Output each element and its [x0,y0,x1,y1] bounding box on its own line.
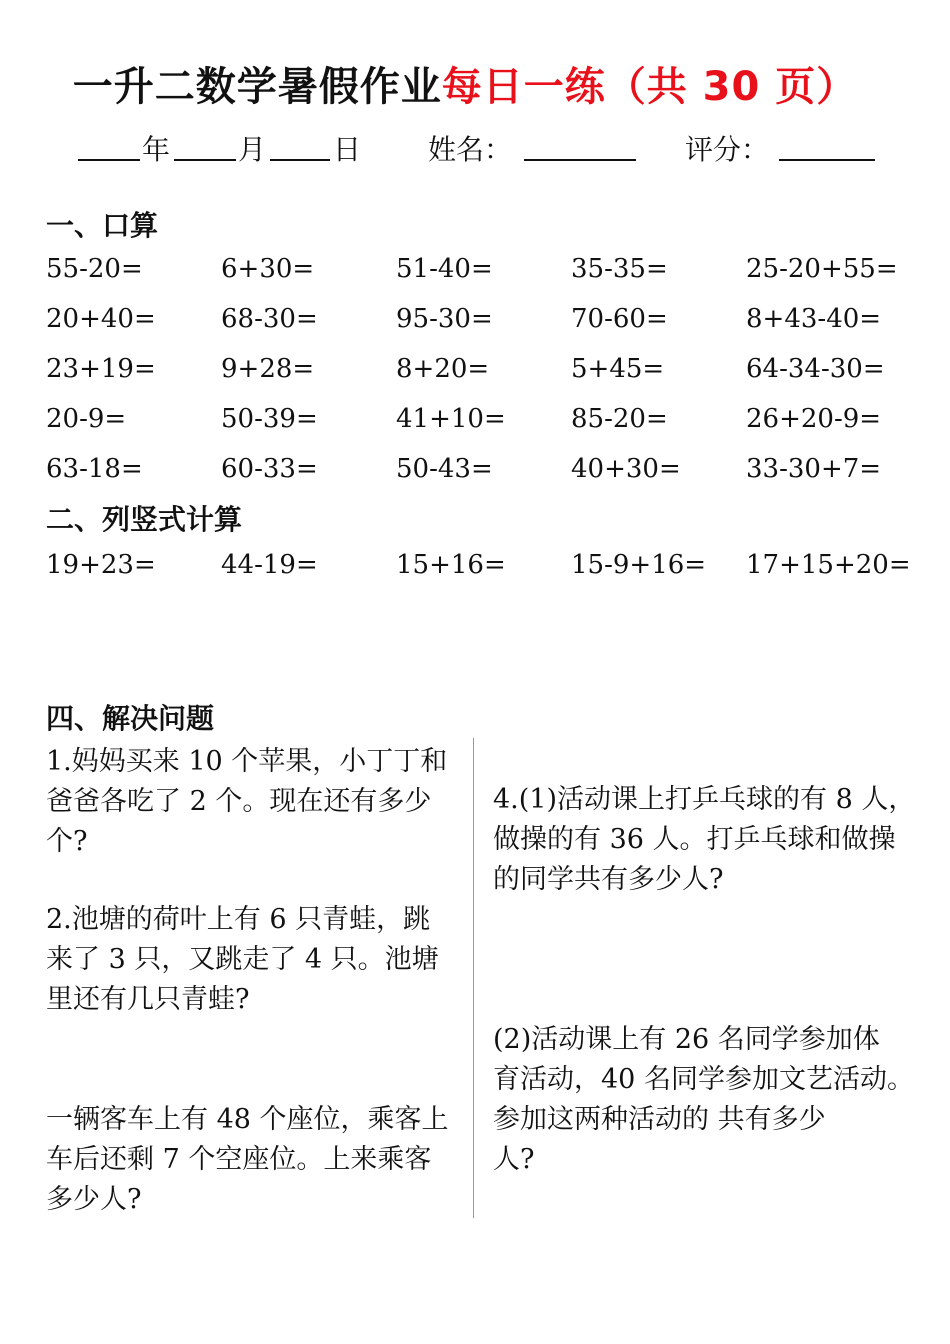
calc-row [46,454,926,494]
calc-item: 41+10= [396,404,506,434]
calc-item: 70-60= [571,304,668,334]
calc-item: 60-33= [221,454,318,484]
calc-item: 8+43-40= [746,304,882,334]
vertical-calc-row [46,550,926,590]
calc-item: 9+28= [221,354,315,384]
section4-heading: 四、解决问题 [46,702,215,735]
year-blank [78,129,140,161]
problem-1 [46,742,464,862]
problem-line: 里还有几只青蛙? [46,984,250,1015]
problem-line: 4.(1)活动课上打乒乓球的有 8 人， [493,784,916,815]
name-blank [524,129,636,161]
calc-row [46,354,926,394]
month-label: 月 [238,133,267,166]
title-highlight: 每日一练（共 30 页） [441,64,858,110]
calc-item: 95-30= [396,304,493,334]
calc-item: 40+30= [571,454,681,484]
problem-line: 爸爸各吃了 2 个。现在还有多少 [46,786,432,817]
page-title [0,55,930,112]
calc-item: 26+20-9= [746,404,882,434]
problem-line: 多少人? [46,1184,142,1215]
problem-line: 车后还剩 7 个空座位。上来乘客 [46,1144,432,1175]
column-divider [473,738,474,1218]
problem-line: 做操的有 36 人。打乒乓球和做操 [493,824,896,855]
vertical-calc-item: 44-19= [221,550,318,580]
calc-item: 55-20= [46,254,143,284]
calc-item: 50-39= [221,404,318,434]
calc-item: 64-34-30= [746,354,885,384]
calc-item: 68-30= [221,304,318,334]
calc-item: 6+30= [221,254,315,284]
problem-4-part-2 [493,1020,923,1180]
problem-line: 育活动，40 名同学参加文艺活动。 [493,1064,914,1095]
problem-4-part-1 [493,780,923,900]
vertical-calc-item: 17+15+20= [746,550,911,580]
calc-item: 23+19= [46,354,156,384]
info-line [78,128,918,168]
problem-line: 1.妈妈买来 10 个苹果，小丁丁和 [46,746,448,777]
problem-line: 来了 3 只，又跳走了 4 只。池塘 [46,944,439,975]
problem-line: 2.池塘的荷叶上有 6 只青蛙，跳 [46,904,431,935]
year-label: 年 [142,133,171,166]
name-label: 姓名： [428,133,513,166]
problem-line: 的同学共有多少人? [493,864,724,895]
score-blank [779,129,875,161]
vertical-calc-item: 15+16= [396,550,506,580]
calc-item: 63-18= [46,454,143,484]
calc-row [46,254,926,294]
calc-item: 51-40= [396,254,493,284]
problem-line: 参加这两种活动的 共有多少 [493,1104,826,1135]
problem-3 [46,1100,464,1220]
calc-item: 35-35= [571,254,668,284]
calc-item: 33-30+7= [746,454,882,484]
problem-line: 一辆客车上有 48 个座位，乘客上 [46,1104,449,1135]
problem-line: 个? [46,826,88,857]
calc-item: 5+45= [571,354,665,384]
calc-row [46,404,926,444]
calc-item: 20-9= [46,404,127,434]
problem-2 [46,900,464,1020]
calc-item: 50-43= [396,454,493,484]
score-label: 评分： [685,133,770,166]
title-main: 一升二数学暑假作业 [72,64,442,110]
calc-item: 20+40= [46,304,156,334]
vertical-calc-item: 19+23= [46,550,156,580]
calc-item: 8+20= [396,354,490,384]
section1-heading: 一、口算 [46,209,159,242]
section2-heading: 二、列竖式计算 [46,503,243,536]
month-blank [174,129,236,161]
calc-item: 25-20+55= [746,254,898,284]
vertical-calc-item: 15-9+16= [571,550,707,580]
problem-line: (2)活动课上有 26 名同学参加体 [493,1024,880,1055]
calc-item: 85-20= [571,404,668,434]
day-label: 日 [333,133,362,166]
problem-line: 人? [493,1144,535,1175]
day-blank [270,129,330,161]
calc-row [46,304,926,344]
